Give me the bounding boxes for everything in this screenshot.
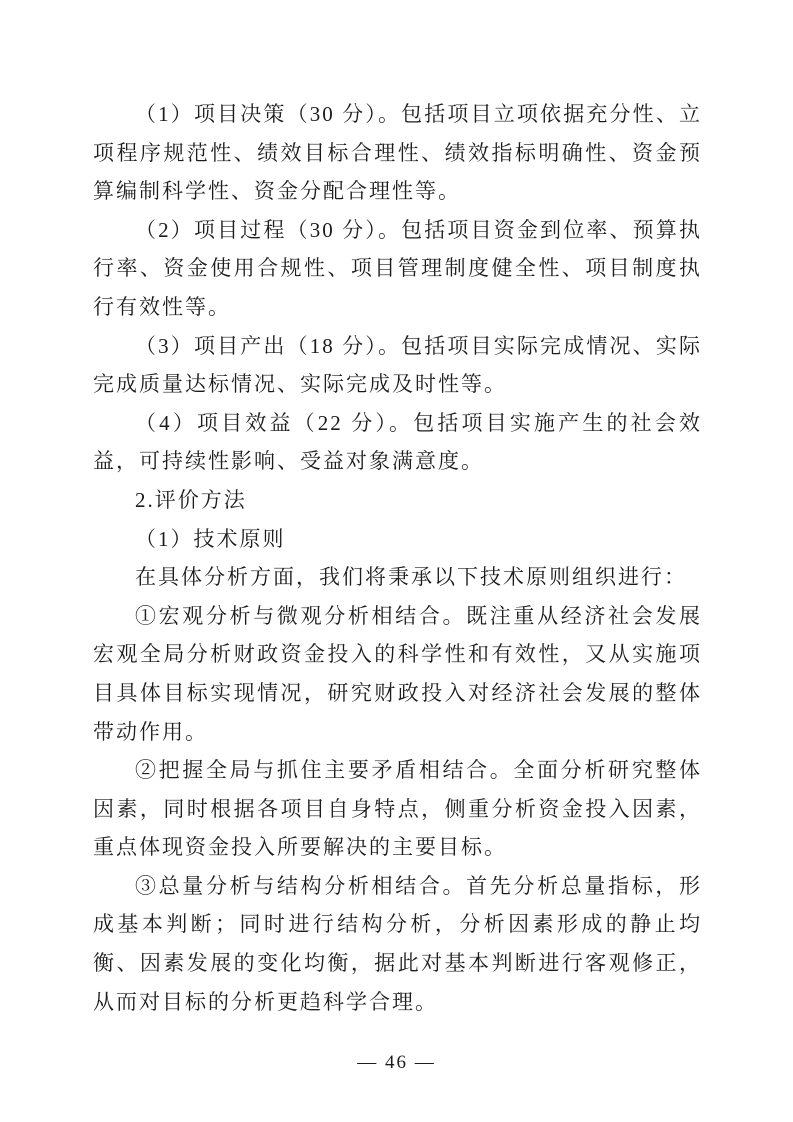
paragraph-project-benefit: （4）项目效益（22 分）。包括项目实施产生的社会效益，可持续性影响、受益对象满意度。 xyxy=(93,410,702,474)
heading-evaluation-method: 2.评价方法 xyxy=(135,487,247,512)
document-body xyxy=(93,95,702,1021)
paragraph-project-decision: （1）项目决策（30 分）。包括项目立项依据充分性、立项程序规范性、绩效目标合理性、绩效指标明确性、资金预算编制科学性、资金分配合理性等。 xyxy=(93,102,702,204)
paragraph-project-output: （3）项目产出（18 分）。包括项目实际完成情况、实际完成质量达标情况、实际完成及时性等。 xyxy=(93,333,702,397)
heading-technical-principles: （1）技术原则 xyxy=(135,526,286,551)
paragraph-project-process: （2）项目过程（30 分）。包括项目资金到位率、预算执行率、资金使用合规性、项目管理制度健全性、项目制度执行有效性等。 xyxy=(93,217,702,319)
paragraph-principle-overall-key: ②把握全局与抓住主要矛盾相结合。全面分析研究整体因素，同时根据各项目自身特点，侧重分析资金投入因素，重点体现资金投入所要解决的主要目标。 xyxy=(93,758,702,860)
paragraph-principle-total-structure: ③总量分析与结构分析相结合。首先分析总量指标，形成基本判断；同时进行结构分析，分析因素形成的静止均衡、因素发展的变化均衡，据此对基本判断进行客观修正，从而对目标的分析更趋科学合理。 xyxy=(93,873,702,1014)
paragraph-principles-intro: 在具体分析方面，我们将秉承以下技术原则组织进行： xyxy=(135,565,687,590)
page-number: — 46 — xyxy=(357,1052,436,1073)
paragraph-principle-macro-micro: ①宏观分析与微观分析相结合。既注重从经济社会发展宏观全局分析财政资金投入的科学性和有效性，又从实施项目具体目标实现情况，研究财政投入对经济社会发展的整体带动作用。 xyxy=(93,603,702,744)
